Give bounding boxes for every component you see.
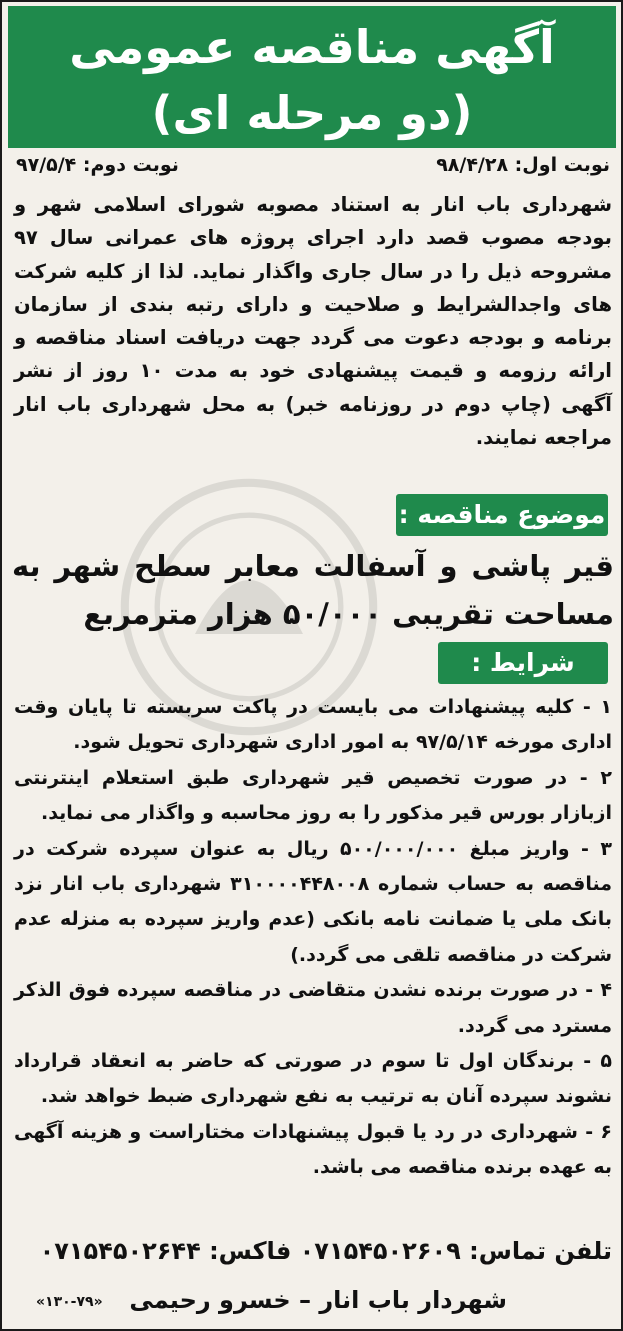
condition-item: ۲ - در صورت تخصیص قیر شهرداری طبق استعلام اینترنتی ازبازار بورس قیر مذکور را به روز محاسبه و واگذار می نماید. <box>14 766 612 825</box>
first-publication-date: نوبت اول: ۹۸/۴/۲۸ <box>436 154 610 176</box>
ad-code: «۱۳۰-۷۹» <box>36 1294 103 1310</box>
publication-dates <box>16 154 610 184</box>
tender-subject: قیر پاشی و آسفالت معابر سطح شهر به مساحت تقریبی ۵۰/۰۰۰ هزار مترمربع <box>12 549 614 631</box>
subject-label: موضوع مناقصه : <box>396 494 608 536</box>
conditions-label: شرایط : <box>438 642 608 684</box>
ad-subtitle: (دو مرحله ای) <box>151 86 473 140</box>
conditions-list <box>14 690 612 1186</box>
signature-line: شهردار باب انار – خسرو رحیمی <box>129 1286 507 1314</box>
condition-item: ۴ - در صورت برنده نشدن متقاضی در مناقصه سپرده فوق الذکر مسترد می گردد. <box>14 979 612 1037</box>
intro-paragraph: شهرداری باب انار به استناد مصوبه شورای اسلامی شهر و بودجه مصوب قصد دارد اجرای پروژه های عمرانی سال ۹۷ مشروحه ذیل را در سال جاری واگذار نماید. لذا از کلیه شرکت های واجدالشرایط و صلاحیت و دارای رتبه بندی از سازمان برنامه و بودجه دعوت می گردد جهت دریافت اسناد مناقصه و ارائه رزومه و قیمت پیشنهادی خود به مدت ۱۰ روز از نشر آگهی (چاپ دوم در روزنامه خبر) به محل شهرداری باب انار مراجعه نمایند. <box>14 193 612 450</box>
condition-item: ۶ - شهرداری در رد یا قبول پیشنهادات مختاراست و هزینه آگهی به عهده برنده مناقصه می باشد. <box>14 1120 612 1179</box>
second-publication-date: نوبت دوم: ۹۷/۵/۴ <box>16 154 179 176</box>
ad-title: آگهی مناقصه عمومی <box>69 20 555 74</box>
condition-item: ۳ - واریز مبلغ ۵۰۰/۰۰۰/۰۰۰ ریال به عنوان سپرده شرکت در مناقصه به حساب شماره ۳۱۰۰۰۰۴۴۸۰۰۸ شهرداری باب انار نزد بانک ملی یا ضمانت نامه بانکی (عدم واریز سپرده به منزله عدم شرکت در مناقصه تلقی می گردد.) <box>14 837 612 966</box>
condition-item: ۱ - کلیه پیشنهادات می بایست در پاکت سربسته تا پایان وقت اداری مورخه ۹۷/۵/۱۴ به امور اداری شهرداری تحویل شود. <box>14 696 612 754</box>
ad-title-banner <box>8 6 616 148</box>
contact-line: تلفن تماس: ۰۷۱۵۴۵۰۲۶۰۹ فاکس: ۰۷۱۵۴۵۰۲۶۴۴ <box>39 1237 612 1265</box>
condition-item: ۵ - برندگان اول تا سوم در صورتی که حاضر به انعقاد قرارداد نشوند سپرده آنان به ترتیب به نفع شهرداری ضبط خواهد شد. <box>14 1050 612 1108</box>
